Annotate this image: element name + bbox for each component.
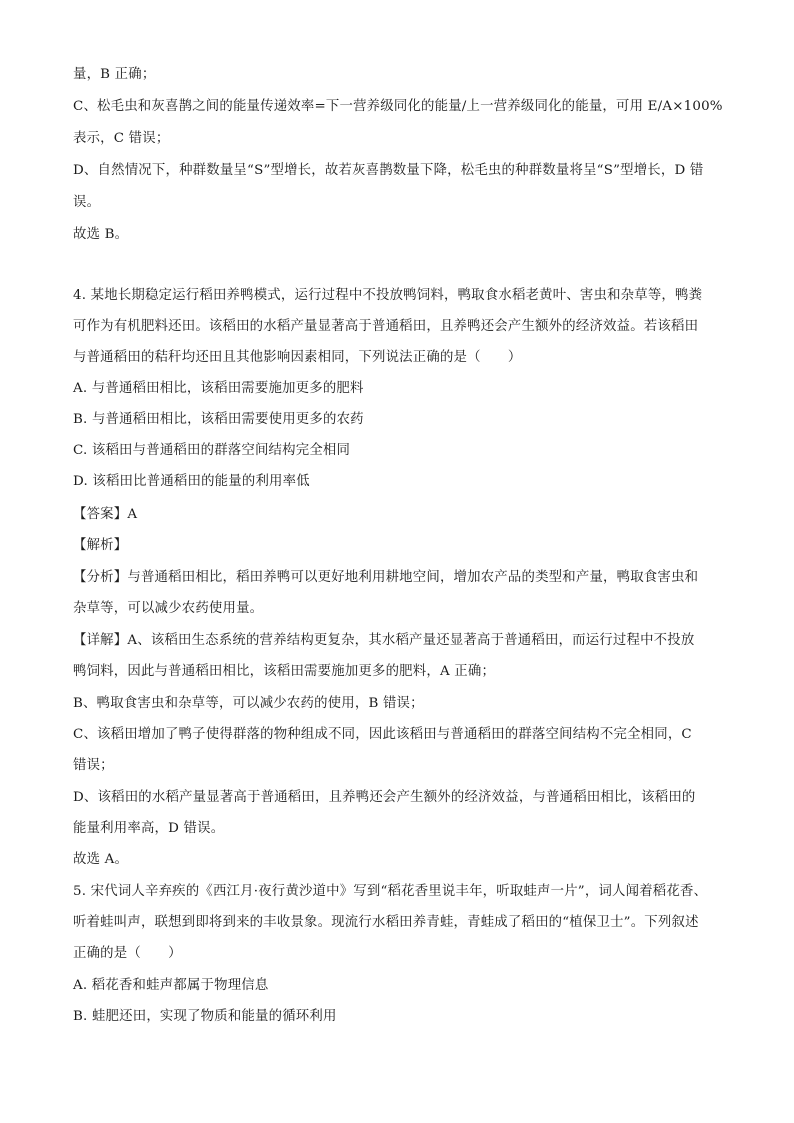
text-line: 【详解】A、该稻田生态系统的营养结构更复杂，其水稻产量还显著高于普通稻田，而运行过程中不投放 bbox=[73, 633, 695, 648]
text-line: 故选 A。 bbox=[73, 852, 129, 867]
question-5-option-a: A. 稻花香和蛙声都属于物理信息 bbox=[73, 978, 269, 993]
text-line: D、该稻田的水稻产量显著高于普通稻田，且养鸭还会产生额外的经济效益，与普通稻田相比，该稻田的 bbox=[73, 790, 696, 805]
text-line: 表示，C 错误； bbox=[73, 131, 170, 146]
question-4-option-a: A. 与普通稻田相比，该稻田需要施加更多的肥料 bbox=[73, 381, 364, 396]
question-5-stem: 5. 宋代词人辛弃疾的《西江月·夜行黄沙道中》写到“稻花香里说丰年，听取蛙声一片”，词人闻着稻花香、 bbox=[73, 884, 708, 899]
text-line: 故选 B。 bbox=[73, 227, 129, 242]
question-4-stem: 4. 某地长期稳定运行稻田养鸭模式，运行过程中不投放鸭饲料，鸭取食水稻老黄叶、害虫和杂草等，鸭粪 bbox=[73, 288, 703, 303]
question-5-stem: 正确的是（ ） bbox=[73, 946, 182, 961]
text-line: D、自然情况下，种群数量呈“S”型增长，故若灰喜鹊数量下降，松毛虫的种群数量将呈“S”型增长，D 错 bbox=[73, 163, 704, 178]
text-line: B、鸭取食害虫和杂草等，可以减少农药的使用，B 错误； bbox=[73, 696, 424, 711]
question-5-stem: 听着蛙叫声，联想到即将到来的丰收景象。现流行水稻田养青蛙，青蛙成了稻田的“植保卫士”。下列叙述 bbox=[73, 915, 699, 930]
question-4-option-d: D. 该稻田比普通稻田的能量的利用率低 bbox=[73, 474, 310, 489]
text-line: 误。 bbox=[73, 195, 101, 210]
question-4-stem: 与普通稻田的秸秆均还田且其他影响因素相同，下列说法正确的是（ ） bbox=[73, 350, 522, 365]
text-line: 鸭饲料，因此与普通稻田相比，该稻田需要施加更多的肥料，A 正确； bbox=[73, 664, 496, 679]
text-line: 杂草等，可以减少农药使用量。 bbox=[73, 601, 264, 616]
text-line: C、松毛虫和灰喜鹊之间的能量传递效率=下一营养级同化的能量/上一营养级同化的能量，可用 E/A×100% bbox=[73, 99, 723, 114]
answer-label: 【答案】A bbox=[73, 507, 138, 522]
text-line: 量，B 正确； bbox=[73, 67, 156, 82]
text-line: C、该稻田增加了鸭子使得群落的物种组成不同，因此该稻田与普通稻田的群落空间结构不完全相同，C bbox=[73, 727, 692, 742]
text-line: 错误； bbox=[73, 758, 114, 773]
question-4-option-b: B. 与普通稻田相比，该稻田需要使用更多的农药 bbox=[73, 412, 364, 427]
text-line: 能量利用率高，D 错误。 bbox=[73, 821, 225, 836]
analysis-label: 【解析】 bbox=[73, 538, 128, 553]
question-4-stem: 可作为有机肥料还田。该稻田的水稻产量显著高于普通稻田，且养鸭还会产生额外的经济效益。若该稻田 bbox=[73, 319, 699, 334]
question-5-option-b: B. 蛙肥还田，实现了物质和能量的循环利用 bbox=[73, 1009, 337, 1024]
question-4-option-c: C. 该稻田与普通稻田的群落空间结构完全相同 bbox=[73, 443, 351, 458]
text-line: 【分析】与普通稻田相比，稻田养鸭可以更好地利用耕地空间，增加农产品的类型和产量，鸭取食害虫和 bbox=[73, 570, 699, 585]
